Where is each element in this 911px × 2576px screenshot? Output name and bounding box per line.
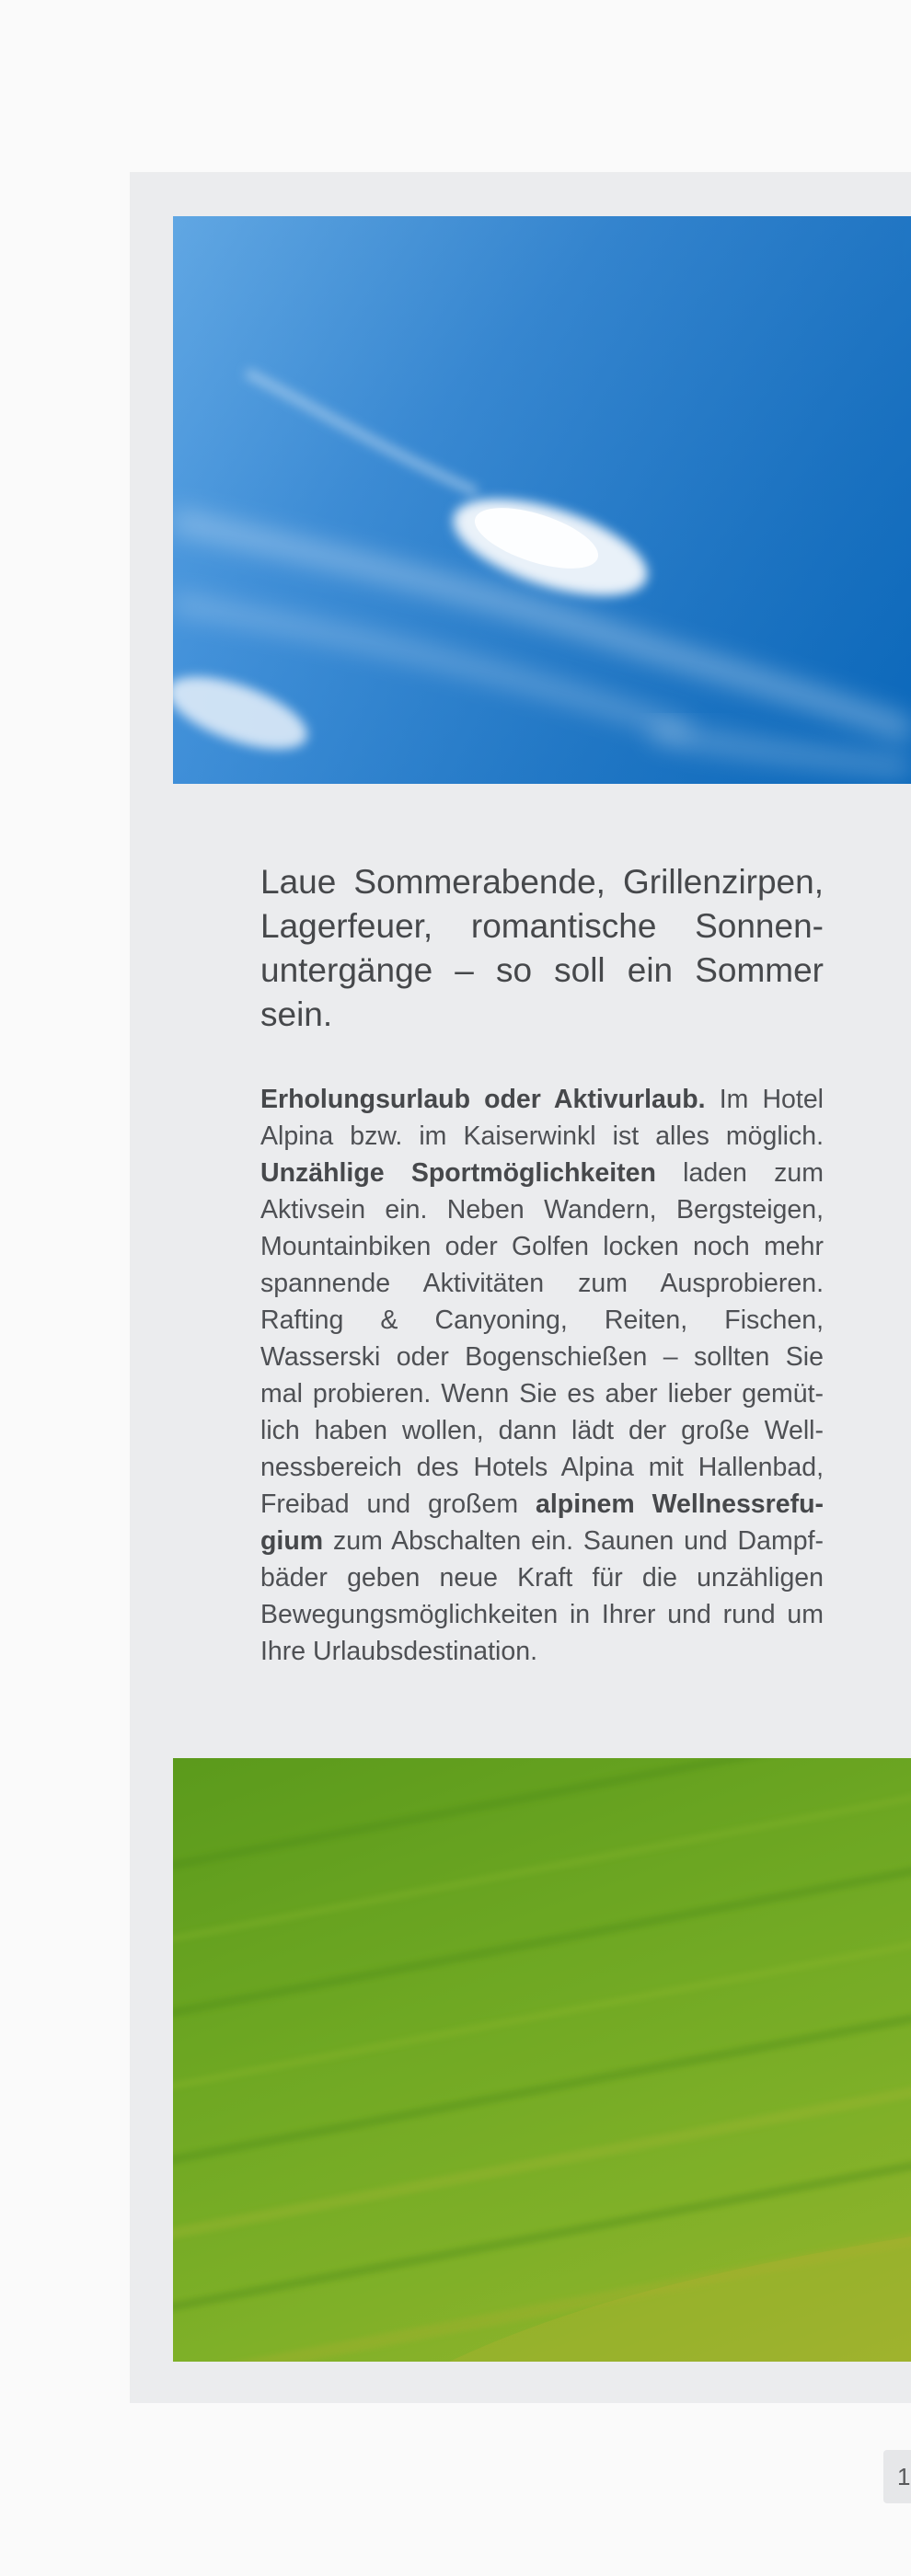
sky-clouds-illustration [173,216,911,784]
body-bold-segment: Erholungsurlaub oder Aktivurlaub. [260,1085,706,1114]
article-text [260,860,824,1670]
page-number-tab [883,2450,911,2503]
body-text-segment: Im Hotel Alpina bzw. im Kaiserwinkl ist alles möglich. [260,1085,825,1151]
body-bold-segment: alpinem Wellnessrefugium [260,1489,824,1556]
page-number: 1 [897,2463,911,2490]
body-bold-segment: Unzählige Sportmöglichkeiten [260,1158,656,1188]
body-text-segment: zum Abschalten ein. Saunen und Dampfbäder geben neue Kraft für die unzähligen Bewegungsmöglichkeiten in Ihrer und rund um Ihre Urlaubsdestination. [260,1526,824,1666]
body-text-segment: laden zum Aktivsein ein. Neben Wandern, Bergsteigen, Mountainbiken oder Golfen locken noch mehr spannende Aktivitäten zum Ausprobieren. Rafting & Canyoning, Reiten, Fischen, Wasserski oder Bogenschießen – sollten Sie mal probieren. Wenn Sie es aber lieber gemütlich haben wollen, dann lädt der große Wellnessbereich des Hotels Alpina mit Hallenbad, Freibad und großem [260,1158,824,1519]
sky-photo [173,216,911,784]
article-body [260,1081,824,1670]
meadow-photo [173,1758,911,2362]
meadow-illustration [173,1758,911,2362]
article-headline: Laue Sommerabende, Grillenzirpen, Lagerfeuer, romantische Sonnenuntergänge – so soll ein Sommer sein. [260,863,824,1033]
